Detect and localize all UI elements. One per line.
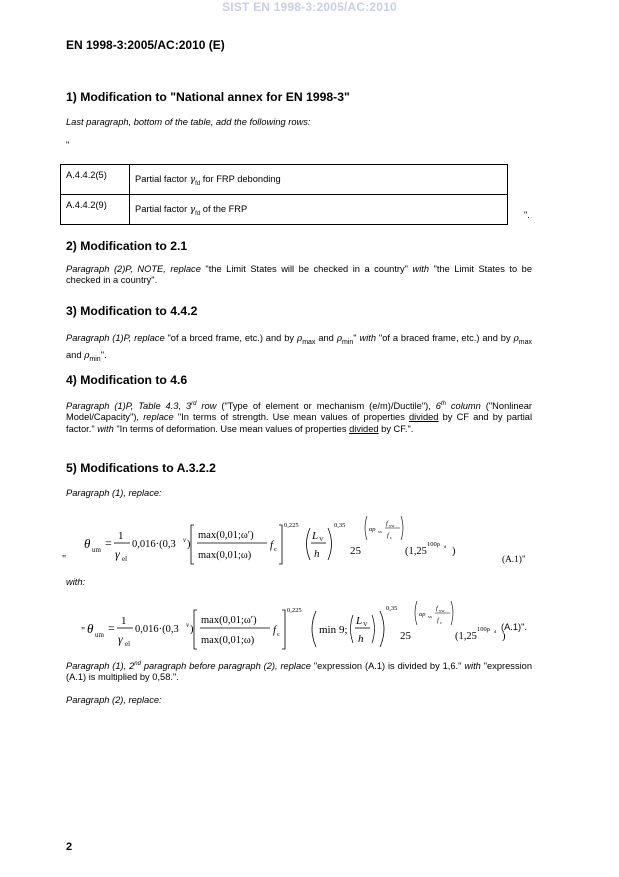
description-cell: Partial factor $\gamma_{fd}$ for FRP debonding	[130, 165, 508, 195]
formula-a1-revised	[60, 593, 540, 653]
section-3-heading: 3) Modification to 4.4.2	[66, 304, 198, 318]
clause-cell: A.4.4.2(9)	[61, 195, 130, 225]
svg-text:max(0,01;ω′): max(0,01;ω′)	[201, 615, 257, 626]
open-quote: "	[66, 140, 70, 150]
svg-text:min: min	[319, 624, 337, 636]
formula-open-quote: "	[62, 554, 67, 565]
svg-text:): )	[187, 539, 191, 550]
svg-text:max(0,01;ω): max(0,01;ω)	[198, 550, 252, 561]
section-2-paragraph: Paragraph (2)P, NOTE, replace "the Limit States will be checked in a country" with "the Limit States to be checked in a country".	[66, 264, 532, 286]
svg-text:0,225: 0,225	[284, 522, 299, 529]
svg-text:yw: yw	[389, 523, 395, 528]
watermark: SIST EN 1998-3:2005/AC:2010	[222, 0, 397, 14]
clause-cell: A.4.4.2(5)	[61, 165, 130, 195]
svg-text:f: f	[386, 520, 388, 527]
svg-text:L: L	[356, 615, 363, 627]
formula-a1-revised-svg	[60, 593, 540, 653]
svg-text:d: d	[444, 544, 447, 549]
formula-a1-svg	[60, 508, 540, 572]
svg-text:25: 25	[400, 630, 411, 642]
svg-text:c: c	[277, 631, 280, 638]
formula-open-quote: "	[81, 626, 86, 637]
svg-text:f: f	[270, 539, 274, 551]
svg-text:h: h	[314, 548, 320, 560]
svg-text:0,016·(0,3: 0,016·(0,3	[132, 539, 176, 550]
svg-text:c: c	[440, 620, 442, 625]
svg-text:9;: 9;	[339, 624, 348, 636]
svg-text:αρ: αρ	[369, 526, 376, 533]
section-1-heading: 1) Modification to "National annex for EN 1998-3"	[66, 90, 350, 104]
svg-text:max(0,01;ω′): max(0,01;ω′)	[198, 530, 254, 541]
svg-text:V: V	[363, 621, 368, 628]
svg-text:f: f	[387, 532, 389, 539]
page-number: 2	[66, 841, 73, 853]
svg-text:25: 25	[350, 545, 361, 557]
section-5-instruction: Paragraph (1), replace:	[66, 488, 162, 498]
svg-text:): )	[190, 624, 194, 635]
svg-text:ν: ν	[183, 536, 187, 544]
table-row	[61, 165, 508, 195]
section-2-heading: 2) Modification to 2.1	[66, 239, 188, 253]
svg-text:f: f	[273, 624, 277, 636]
formula-a1-original	[60, 508, 540, 572]
svg-text:1: 1	[118, 530, 124, 542]
svg-text:100ρ: 100ρ	[427, 541, 440, 548]
svg-text:=: =	[105, 536, 112, 550]
with-label: with:	[66, 577, 86, 587]
table-row	[61, 195, 508, 225]
svg-text:ν: ν	[186, 621, 190, 629]
section-5-heading: 5) Modifications to A.3.2.2	[66, 461, 216, 475]
svg-text:V: V	[319, 536, 324, 543]
svg-text:sx: sx	[428, 614, 433, 619]
close-quote: ".	[524, 210, 530, 220]
section-5-paragraph-3: Paragraph (2), replace:	[66, 695, 162, 705]
equation-number-revised: (A.1)".	[501, 622, 528, 632]
svg-text:el: el	[125, 640, 131, 648]
svg-text:sx: sx	[378, 529, 383, 534]
document-id: EN 1998-3:2005/AC:2010 (E)	[66, 38, 225, 52]
svg-text:c: c	[390, 535, 392, 540]
section-4-heading: 4) Modification to 4.6	[66, 373, 188, 387]
amendment-table	[60, 164, 508, 225]
svg-text:0,35: 0,35	[386, 605, 398, 612]
svg-text:100ρ: 100ρ	[477, 626, 490, 633]
svg-text:um: um	[92, 546, 101, 554]
svg-text:γ: γ	[115, 547, 120, 561]
svg-text:L: L	[312, 530, 319, 542]
svg-text:0,35: 0,35	[334, 522, 346, 529]
svg-text:(1,25: (1,25	[455, 631, 477, 642]
svg-text:0,225: 0,225	[287, 607, 302, 614]
theta-symbol: θ	[84, 536, 91, 551]
section-4-paragraph: Paragraph (1)P, Table 4.3, 3rd row ("Type of element or mechanism (e/m)/Ductile"), 6th column ("Nonlinear Model/Capacity"), replace "In terms of strength. Use mean values of properties divided by CF and by partial factor." with "In terms of deformation. Use mean values of properties divided by CF.".	[66, 401, 533, 434]
svg-text:f: f	[437, 617, 439, 624]
svg-text:el: el	[122, 555, 128, 563]
svg-text:0,016·(0,3: 0,016·(0,3	[135, 624, 179, 635]
svg-text:c: c	[274, 546, 277, 553]
svg-text:1: 1	[121, 615, 127, 627]
svg-text:d: d	[494, 629, 497, 634]
svg-text:): )	[502, 631, 506, 642]
svg-text:): )	[452, 546, 456, 557]
description-cell: Partial factor $\gamma_{fd}$ of the FRP	[130, 195, 508, 225]
svg-text:γ: γ	[118, 632, 123, 646]
equation-number: (A.1)"	[502, 555, 526, 565]
svg-text:um: um	[95, 631, 104, 639]
section-1-instruction: Last paragraph, bottom of the table, add the following rows:	[66, 117, 311, 127]
svg-text:h: h	[358, 633, 364, 645]
svg-text:yw: yw	[439, 608, 445, 613]
svg-text:αρ: αρ	[419, 611, 426, 618]
svg-text:(1,25: (1,25	[405, 546, 427, 557]
svg-text:=: =	[108, 621, 115, 635]
section-3-paragraph: Paragraph (1)P, replace "of a brced frame, etc.) and by $\rho_{max}$ and $\rho_{min}$" with "of a braced frame, etc.) and by $\rho_{max}$ and $\rho_{min}$".	[66, 333, 533, 363]
svg-text:f: f	[436, 605, 438, 612]
section-5-paragraph-2: Paragraph (1), 2nd paragraph before paragraph (2), replace "expression (A.1) is divided by 1,6." with "expression (A.1) is multiplied by 0,58.".	[66, 661, 532, 683]
theta-symbol: θ	[87, 621, 94, 636]
svg-text:max(0,01;ω): max(0,01;ω)	[201, 635, 255, 646]
